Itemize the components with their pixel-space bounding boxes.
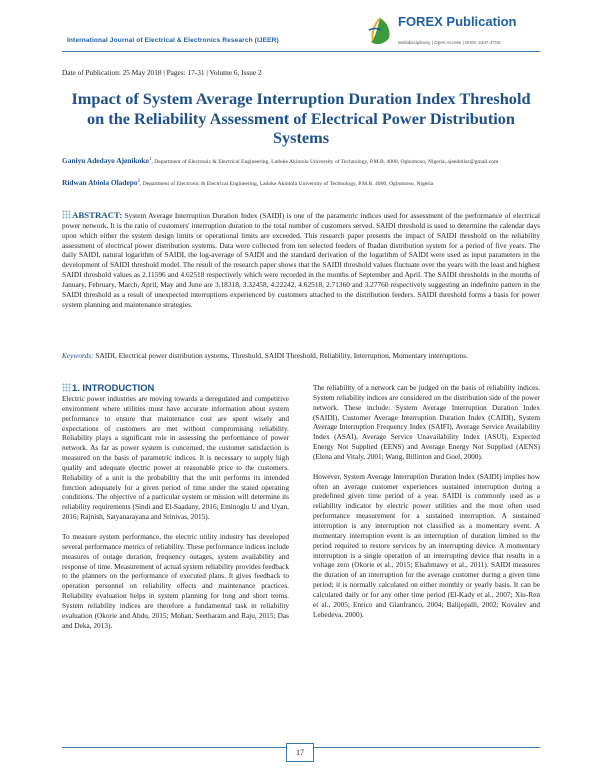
author-1-name: Ganiyu Adedayo Ajenikoko xyxy=(62,155,150,165)
forex-logo-icon xyxy=(365,16,395,48)
abstract xyxy=(62,210,540,309)
section-heading-introduction: 1. INTRODUCTION xyxy=(62,382,154,393)
abstract-heading: ABSTRACT: xyxy=(72,210,123,220)
intro-paragraph-1: Electric power industries are moving towards a deregulated and competitive environment where utilities must have accurate information about system performance to ensure that maintenance cost are spent wisely and expectations of customers are met without compromising reliability. Reliability plays a significant role in assessing the performance of power network. As far as power system is concerned, the customer satisfaction is measured on the basis of parametric indices. It is necessary to supply high quality and adequate electric power at reasonable price to the customers. Reliability of a unit is the probability that the unit performs its intended function adequately for a given period of time under the stated operating conditions. The objective of a particular system or mission will determine its reliability requirements (Sindi and El-Saadany, 2016; Eminoglu U and Uyan, 2016; Rajnish, Satyanarayana and Srinivas, 2015). xyxy=(62,394,289,522)
dots-icon xyxy=(62,210,71,219)
author-2-affiliation: , Department of Electronic & Electrical Engineering, Ladoke Akintola University of Technology, P.M.B. 4000, Ogbomoso, Nigeria xyxy=(139,180,434,187)
author-1 xyxy=(62,156,540,166)
right-column xyxy=(313,383,540,619)
intro-paragraph-4: However, System Average Interruption Duration Index (SAIDI) implies how often an average customer experiences sustained interruption during a predefined given time period of a year. SAIDI is commonly used as a reliability indicator by electric power utilities and the most often used performance measurement for a sustained interruption. A sustained interruption is any interruption not classified as a momentary event. A momentary interruption event is an interruption of duration limited to the period required to restore services by an interrupting device. A momentary interruption is a single operation of an interrupting device that results in a voltage zero (Okorie et al., 2015; Elsahmawy et al., 2011). SAIDI measures the duration of an interruption for the average customer during a given time period; it is normally calculated on either monthly or yearly basis. It can be calculated daily or for any other time period (El-Kady et al., 2007; Xiu-Ren et al., 2005; Enrico and Gianfranco, 2004; Balijepalli, 2002; Kovalev and Lebedeva, 2000). xyxy=(313,471,540,619)
author-2-sup: 2 xyxy=(137,179,140,184)
author-1-sup: 1 xyxy=(149,157,152,162)
header-divider xyxy=(62,51,540,52)
keywords-text: SAIDI, Electrical power distribution systems, Threshold, SAIDI Threshold, Reliability, Interruption, Momentary interruptions. xyxy=(95,351,468,360)
dots-icon xyxy=(62,383,71,392)
keywords xyxy=(62,351,540,361)
keywords-heading: Keywords: xyxy=(62,351,94,360)
intro-paragraph-3: The reliability of a network can be judged on the basis of reliability indices. System reliability indices are considered on the distribution side of the power network. These include: System Average Interruption Duration Index (SAIDI), Customer Average Interruption Duration Index (CAIDI), System Average Interruption Frequency Index (SAIFI), Average Service Availability Index (ASAI), Average Service Unavailability Index (ASUI), Expected Energy Not Supplied (EENS) and Average Energy Not Supplied (AENS) (Elena and Vitaly, 2001; Wang, Billinton and Goel, 2000). xyxy=(313,383,540,461)
publisher-subtitle: Multidisciplinary | Open Access | ISSN: 2347-470X xyxy=(398,40,501,45)
abstract-text: System Average Interruption Duration Index (SAIDI) is one of the parametric indices used for assessment of the performance of electrical power network. It is the ratio of customers' interruption duration to the total number of customers served. SAIDI threshold is used to determine the calendar days upon which either the system design limits or operational limits are exceeded. This research paper presents the impact of SAIDI threshold on the reliability assessment of electrical power distribution systems. Data were collected from ten selected feeders of Ibadan distribution system for a period of five years. The daily SAIDI, natural logarithm of SAIDI, the log-average of SAIDI and the standard derivation of the logarithm of SAIDI were used as input parameters in the development of SAIDI threshold model. The result of the research paper shows that the SAIDI threshold values fluctuate over the years with the least and highest SAIDI threshold values as 2.11596 and 4.62518 respectively which were recorded in the months of September and April. The SAIDI thresholds in the months of January, February, March, April, May and June are 3.18318, 3.32458, 4.22242, 4.62518, 2.71360 and 3.27760 respectively suggesting an indefinite pattern in the SAIDI threshold as a result of unexpected interruptions experienced by customers attached to the distribution feeders. SAIDI threshold forms a basis for power system planning and maintenance strategies. xyxy=(62,211,540,309)
author-1-affiliation: , Department of Electronic & Electrical Engineering, Ladoke Akintola University of Technology, P.M.B. 4000, Ogbomoso, Nigeria, ajeedollar@gmail.com xyxy=(151,158,499,165)
intro-paragraph-2: To measure system performance, the electric utility industry has developed several performance metrics of reliability. These performance indices include measures of outage duration, frequency outages, system availability and response of time. Measurement of actual system reliability provides feedback to the planners on the performance of executed plans. It gives feedback to operation personnel on reliability effects and maintenance practices. Reliability evaluation helps in system planning for long and short terms. System reliability indices are therefore a fundamental task in reliability evaluation (Okorie and Abdu, 2015; Mohan, Seetharam and Raju, 2015; Das and Deka, 2013). xyxy=(62,531,289,630)
author-2 xyxy=(62,178,540,188)
paper-title: Impact of System Average Interruption Duration Index Threshold on the Reliability Assessment of Electrical Power Distribution Systems xyxy=(71,89,531,148)
left-column xyxy=(62,394,289,630)
page-number: 17 xyxy=(286,743,314,762)
journal-name: International Journal of Electrical & Electronics Research (IJEER) xyxy=(67,37,279,44)
publication-dateline: Date of Publication: 25 May 2018 | Pages: 17-31 | Volume 6, Issue 2 xyxy=(62,68,262,77)
author-2-name: Ridwan Abiola Oladepo xyxy=(62,177,138,187)
publisher-name: FOREX Publication xyxy=(398,14,517,29)
